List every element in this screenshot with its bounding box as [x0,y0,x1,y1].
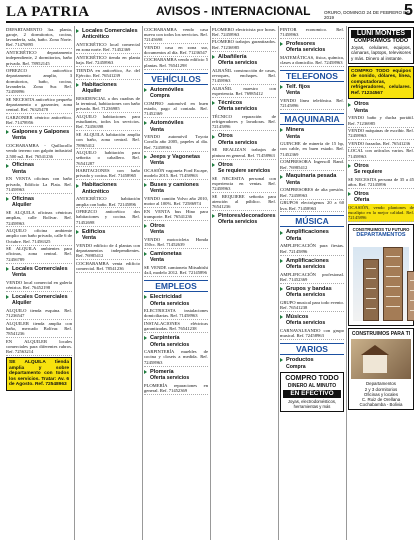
compro-big: EN EFECTIVO [283,390,341,398]
list-item: ANTICRÉTICO departamento independiente, 2 dormitorios, baño privado. Ref. 78952145 [6,49,72,66]
list-item: GRUPO musical para todo evento. Ref. 76541238 [280,299,344,311]
newspaper-name: LA PATRIA [6,4,90,20]
list-item: PLOMERO trabajos garantizados. Ref. 71236985 [212,39,276,50]
list-item: ALQUILO oficina ambiente amplio con baño privado, calle 6 de Octubre. Ref. 71456325 [6,228,72,244]
category-subheading: Venta [150,257,164,264]
list-item: PINTOR economico. Ref. 71458963 [280,26,344,37]
highlighted-ad: SE ALQUILA tienda amplia y sobre departamento con todos los servicios. Tratar: Av. 6 de Agosto. Ref. 72548963 [6,357,72,391]
list-item: GARZONIER céntrico anticrético. Ref. 71478956 [6,114,72,126]
list-item: TIENDA en anticrético, Av. del Ejército. Ref. 76541239 [76,67,140,78]
category-heading: Plomería [144,369,208,375]
offer-photo [351,339,411,379]
column-3 [144,26,208,540]
list-item: HABITACIONES con baño privado y cocina. Ref. 71458965 [76,168,140,179]
page-header [6,4,414,22]
house-shape [363,355,387,373]
list-item: SE ALQUILA ambientes para oficinas, zona central. Ref. 72456789 [6,246,72,262]
category-subheading: Oferta servicios [286,263,326,270]
section-heading-vehiculos: VEHÍCULOS [144,73,208,85]
category-heading: Otros [348,101,414,107]
offer-line: 2 y 3 dormitorios [364,386,398,392]
list-item: ELECTRICISTA instalaciones domiciliarias. Ref. 71458963 [144,308,208,319]
list-item: AMPLIFICACIÓN para fiestas. Ref. 72145896 [280,243,344,254]
category-heading: Habitaciones [76,82,140,88]
category-heading: Técnicos [212,100,276,106]
list-item: ALQUILO tienda esquina. Ref. 71236547 [6,307,72,319]
category-subheading: Venta [12,272,26,278]
category-subheading: Oferta servicios [286,320,326,327]
category-heading: Locales Comerciales [6,266,72,272]
offer-title: CONSTRUIMOS PARA TI [351,331,411,338]
list-item: COMPRESORA Ingersoll Rand. Ref. 76985412 [280,159,344,170]
building-slogan: CONSTRUIMOS TU FUTURO [352,227,410,233]
list-item: COMPRESORES de alta presión. Ref. 72458963 [280,187,344,198]
offer-line: Oficinas y locales [363,391,399,397]
category-subheading: Oferta servicios [150,300,190,307]
list-item: EN VENTA bus Hino para transporte. Ref. 76541236 [144,208,208,219]
column-divider [74,26,75,540]
list-item: SE NECESITA persona de 35 a 45 años. Ref. 72145896 [348,176,414,187]
building-name: DEPARTAMENTOS [356,232,406,239]
promo-title: LUNI MONTES [351,30,411,38]
category-heading: Edificios [76,229,140,235]
category-heading: Habitaciones [76,182,140,188]
category-heading: Automóviles [144,87,208,93]
category-subheading: Venta [82,234,96,241]
category-heading: Automóviles [144,120,208,126]
list-item: DEPARTAMENTO 3ra. planta, garaje, 2 dormitorios, cocina, lavandería, sala, baño. Zona Norte. Ref. 71476895 [6,26,72,48]
category-subheading: Venta [150,126,164,133]
list-item: SE NECESITA personal con experiencia en ventas. Ref. 72458963 [212,175,276,192]
building-ad [348,224,414,326]
offer-line: Departamentos [365,381,397,387]
category-subheading: Oferta servicios [286,47,326,54]
header-rule [6,21,414,23]
building-tower [383,247,403,321]
category-subheading: Oferta servicios [286,292,326,299]
category-subheading: Venta [12,135,26,142]
category-subheading: Venta [150,160,164,167]
date-line: ORURO, DOMINGO 24 DE FEBRERO DE 2019 [324,10,410,20]
list-item: LOCAL con artículos varios. Ref. 71458963 [348,148,414,159]
list-item: SE ALQUILA habitación amplia con baño, zona central. Ref. 78965412 [76,131,140,148]
category-subheading: Alquiler [12,202,32,209]
promo-subtitle: COMPRAMOS TODO [353,38,409,44]
list-item: ALQUILO habitaciones para estudiantes, todos los servicios. Ref. 72456398 [76,113,140,130]
category-heading: Otros [144,223,208,229]
category-heading: Galpones y Galpones [6,129,72,135]
category-heading: Locales Comerciales [76,28,140,34]
category-subheading: Venta [354,107,368,114]
list-item: EN ALQUILER locales comerciales para diferentes rubros. Ref. 72563214 [6,338,72,355]
list-item: OFREZCO anticrético departamento amplio, 3 dormitorios, baño, cocina, lavandería. Zona Sur. Ref. 72458896 [6,68,72,95]
classifieds-columns [6,26,414,540]
list-item: VENDO local comercial en galería céntrica. Ref. 76452198 [6,279,72,290]
category-subheading: Venta [286,90,300,97]
list-item: RESIDENCIAL a dos cuadras de la terminal, habitaciones con baño privado. Ref. 71236985 [76,95,140,112]
category-subheading: Venta [150,188,164,195]
list-item: SE REQUIERE señorita para atención al público. Ref. 76541236 [212,193,276,210]
category-heading: Albañilería [212,54,276,60]
category-subheading: Oferta servicios [218,219,258,226]
category-subheading: Venta [150,229,164,236]
list-item: COCHABAMBA vendo edificio 5 plantas. Ref. 76541298 [144,57,208,68]
list-item: VENDO frazadas. Ref. 76541236 [348,140,414,147]
category-heading: Otros [212,162,276,168]
list-item: ALBAÑIL construcción de casas, revoques, enchapes. Ref. 71458963 [212,67,276,84]
list-item: ANTICRÉTICO local comercial en zona norte. Ref. 71452369 [76,42,140,53]
highlighted-ad: OCASIÓN, vendo plantones de eucalipto en la mejor calidad. Ref. 72145896 [348,204,414,221]
promo-text: Joyas, celulares, equipos, cámaras, laptops, televisores y más. Dinero al instante. [351,45,411,61]
category-heading: Amplificaciones [280,258,344,264]
list-item: VENDO automóvil Toyota Corolla año 2005, papeles al día. Ref. 72458963 [144,134,208,150]
list-item: VENDO línea telefónica. Ref. 72145896 [280,97,344,109]
category-subheading: Venta [286,179,300,186]
category-subheading: Anticrético [82,34,110,41]
compro-mid: DINERO AL MINUTO [287,382,337,389]
list-item: CARPINTERÍA muebles de cocina y closets a medida. Ref. 72458963 [144,349,208,365]
list-item: VENDO máquinas de escribir. Ref. 72458963 [348,128,414,139]
list-item: GRUPOS electrógenos 20 a 60 kva. Ref. 71458963 [280,200,344,211]
category-subheading: Compra [150,93,170,100]
column-divider [346,26,347,540]
list-item: GUINCHE de minería de 15 hp, con cable, en buen estado. Ref. 71452369 [280,141,344,157]
list-item: PLOMERO electricista por horas. Ref. 72458963 [212,26,276,37]
list-item: COCHABAMBA vendo casa nueva con todos los servicios. Ref. 72145698 [144,26,208,43]
category-subheading: Oferta [354,197,370,204]
list-item: OCASIÓN vagoneta Ford Escape, modelo 2015. Ref. 71458963 [144,167,208,178]
column-2 [76,26,140,540]
category-subheading: Compra [286,363,306,370]
section-heading-telefonos: TELEFONOS [280,70,344,82]
compro-small: Joyas, electrodomésticos, herramientas y más [287,398,337,409]
list-item: VENDO camión Volvo año 2010, motor al 100%. Ref. 72586974 [144,195,208,207]
category-subheading: Venta [12,168,26,175]
category-heading: Músicos [280,314,344,320]
list-item: AMPLIFICACIÓN profesional. Ref. 71452369 [280,271,344,282]
list-item: ALQUILO habitación para señorita o caballero. Ref. 76541287 [76,149,140,166]
category-heading: Carpintería [144,335,208,341]
list-item: INSTALACIONES eléctricas garantizadas. Ref. 76541238 [144,320,208,332]
category-heading: Oficinas [6,162,72,168]
offer-ad [348,328,414,410]
list-item: VENDO edificio de 4 plantas con departamentos independientes. Ref. 76985412 [76,242,140,259]
section-title: AVISOS - INTERNACIONAL [156,4,311,18]
list-item: MATEMÁTICAS, física, química, clases a domicilio. Ref. 72458963 [280,54,344,66]
category-heading: Electricidad [144,294,208,300]
offer-line: C. Ruiz de Orellana [361,396,401,402]
category-subheading: Se requiere [354,169,383,176]
category-heading: Pintores/decoradores [212,213,276,219]
list-item: OFREZCO anticrético dos habitaciones y cocina. Ref. 71452698 [76,209,140,225]
list-item: VENDO motocicleta Honda 150cc. Ref. 71452639 [144,236,208,248]
list-item: TÉCNICO reparación de refrigeradores y lavadoras. Ref. 72145896 [212,113,276,130]
page-number: 5 [404,2,413,19]
category-subheading: Anticrético [82,188,110,195]
category-heading: Productos [280,357,344,363]
category-subheading: Oferta servicios [150,341,190,348]
building-tower [407,271,414,321]
section-heading-empleos: EMPLEOS [144,280,208,292]
column-divider [142,26,143,540]
category-subheading: Alquiler [12,300,32,307]
building-photo [353,247,409,321]
category-heading: Buses y camiones [144,182,208,188]
category-subheading: Oferta [286,235,302,242]
list-item: ANTICRÉTICO habitación amplia con baño. Ref. 72145896 [76,196,140,207]
house-roof-shape [361,345,389,355]
list-item: PLOMERÍA reparaciones en general. Ref. 71452369 [144,382,208,393]
column-6 [348,26,414,540]
list-item: VENDO baño y ducha portátil. Ref. 71236985 [348,115,414,126]
list-item: EN VENTA oficinas con baño privado, Edificio La Plata. Ref. 71458963 [6,176,72,193]
category-subheading: Se requiere servicios [218,167,271,174]
list-item: ANTICRÉTICO tienda en planta baja. Ref. 72458963 [76,54,140,66]
category-heading: Otros [348,163,414,169]
category-heading: Telf. fijos [280,84,344,90]
list-item: COMPRO automóvil en buen estado, pago al contado. Ref. 71452369 [144,100,208,117]
category-subheading: Venta [286,133,300,140]
compro-title: COMPRO TODO [285,374,339,382]
category-heading: Amplificaciones [280,229,344,235]
section-heading-maquinaria: MAQUINARIA [280,113,344,125]
list-item: CARNAVALEANDO con grupo musical. Ref. 72458963 [280,327,344,339]
category-heading: Locales Comerciales [6,294,72,300]
column-5 [280,26,344,540]
list-item: SE ALQUILA oficinas céntricas amplias, calle Bolívar. Ref. 72458963 [6,209,72,226]
list-item: SE VENDE camioneta Mitsubishi 4x4, modelo 2012. Ref. 72145896 [144,264,208,276]
category-heading: Oficinas [6,196,72,202]
list-item: SE REALIZAN trabajos de pintura en general. Ref. 71458963 [212,147,276,158]
category-heading: Otros [212,133,276,139]
column-1 [6,26,72,540]
category-heading: Otros [348,191,414,197]
column-divider [278,26,279,540]
building-tower [363,259,379,321]
section-heading-varios: VARIOS [280,343,344,355]
list-item: COCHABAMBA venta edificio comercial. Ref. 78541236 [76,260,140,271]
category-subheading: Oferta servicios [218,139,258,146]
compro-todo-ad [280,372,344,412]
list-item: SE NECESITA anticrético pequeño departamento o garzonier, zona central. Ref. 76325478 [6,96,72,113]
category-heading: Profesores [280,41,344,47]
category-heading: Maquinaria pesada [280,173,344,179]
promo-ad [348,27,414,64]
highlighted-ad: COMPRO TODO equipos de sonido, dólares, línea, computadoras, refrigeradores, celulares. Ref. 71234567 [348,66,414,100]
category-subheading: Oferta servicios [218,59,258,66]
category-subheading: Oferta servicios [218,106,258,113]
column-divider [210,26,211,540]
category-subheading: Oferta servicios [150,375,190,381]
category-heading: Minera [280,127,344,133]
column-4 [212,26,276,540]
category-heading: Jeeps y Vagonetas [144,154,208,160]
list-item: VENDO casa en zona sur, documentos al día. Ref. 71236547 [144,44,208,55]
offer-line: Cochabamba - Bolivia [359,402,403,408]
section-heading-musica: MÚSICA [280,215,344,227]
list-item: COCHABAMBA - Quillacollo vendo terreno con galpón industrial 2.500 m2. Ref. 76541236 [6,142,72,159]
list-item: ALBAÑIL maestro con experiencia. Ref. 76985412 [212,85,276,96]
category-subheading: Alquiler [82,88,102,95]
category-heading: Camionetas [144,251,208,257]
category-heading: Grupos y bandas [280,286,344,292]
list-item: ALQUILER tienda amplia con baño, mercado Bolívar. Ref. 78541236 [6,320,72,337]
